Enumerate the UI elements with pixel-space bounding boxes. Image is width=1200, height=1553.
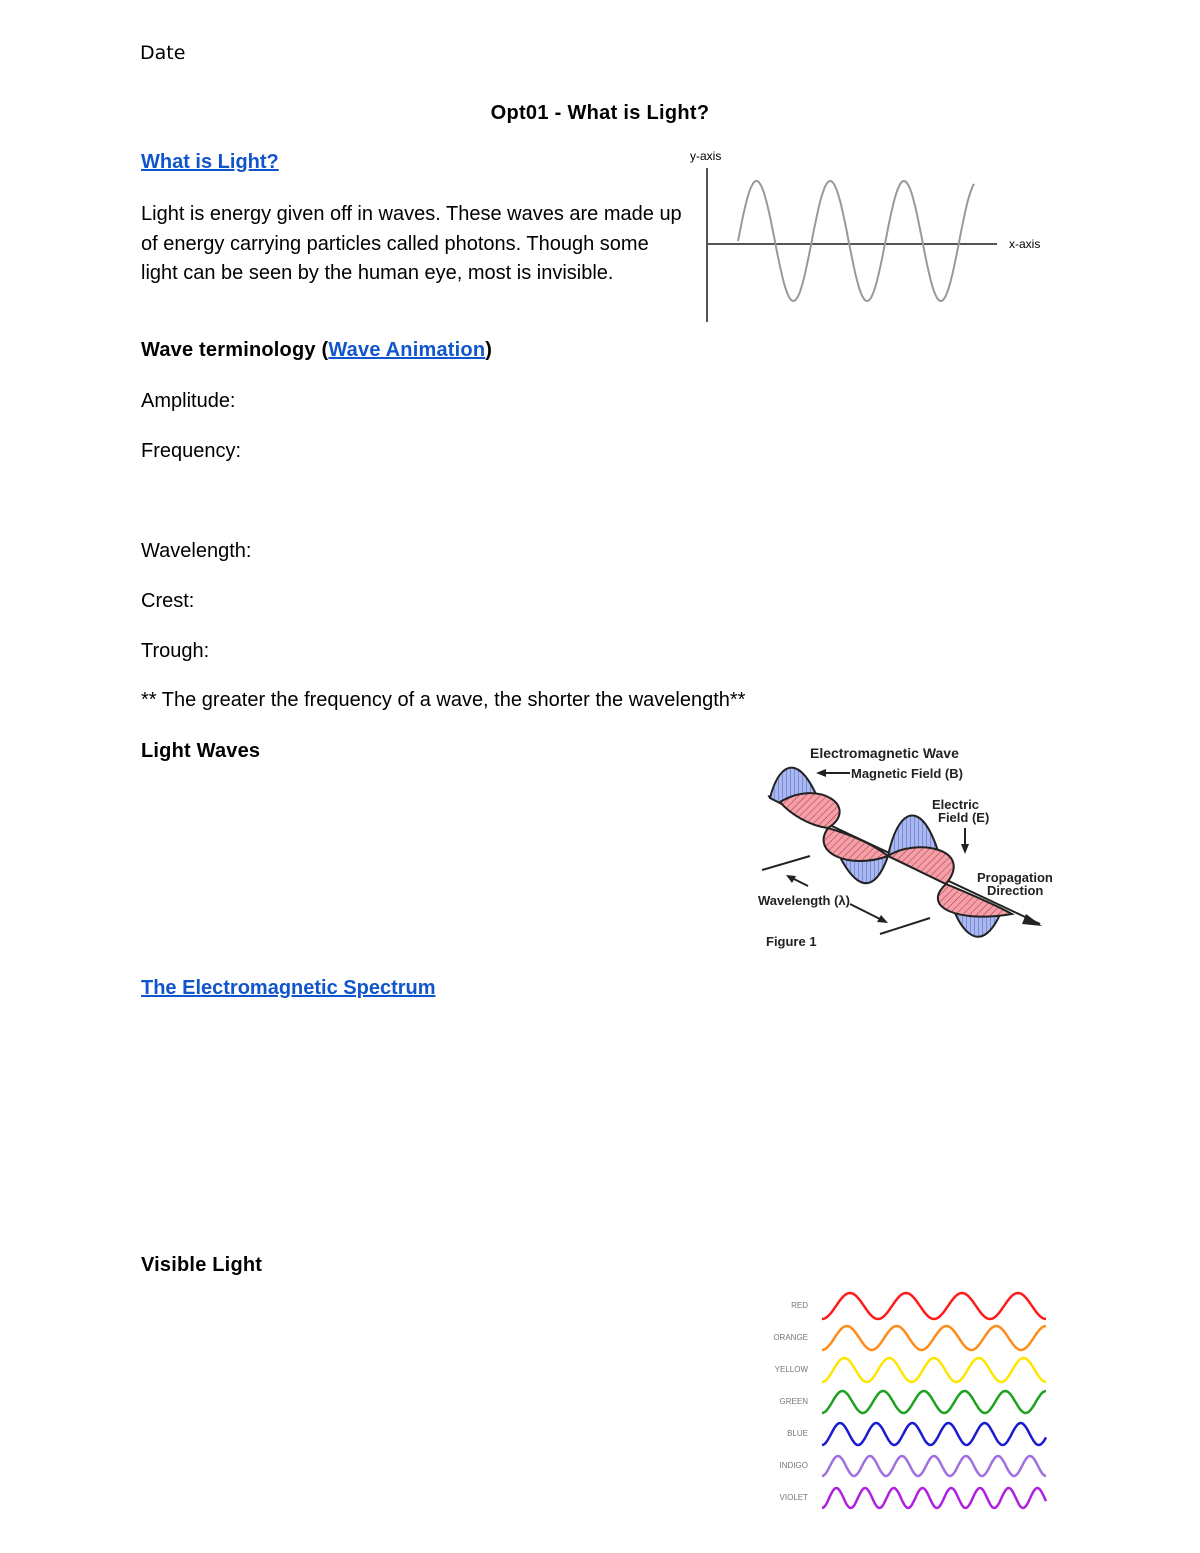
color-label-red: RED: [791, 1301, 808, 1310]
wave-yellow: [822, 1358, 1046, 1382]
wavelength-arrow-right: [850, 904, 882, 920]
term-frequency: Frequency:: [141, 440, 242, 462]
frequency-note: ** The greater the frequency of a wave, the shorter the wavelength**: [141, 689, 746, 711]
sine-wave-curve: [738, 181, 974, 301]
propagation-arrowhead: [1022, 914, 1042, 926]
electric-lobe-1: [780, 793, 840, 828]
color-label-yellow: YELLOW: [774, 1365, 808, 1374]
wave-terminology-prefix: Wave terminology (: [141, 339, 329, 361]
wave-violet: [822, 1488, 1046, 1508]
what-is-light-link[interactable]: What is Light?: [141, 151, 279, 173]
propagation-label-line1: Propagation: [977, 870, 1053, 885]
light-waves-heading: Light Waves: [141, 740, 261, 762]
em-title-label: Electromagnetic Wave: [810, 745, 959, 761]
electric-label-line2: Field (E): [938, 810, 990, 825]
wave-animation-link[interactable]: Wave Animation: [328, 339, 486, 361]
wave-terminology-heading: [141, 339, 492, 362]
color-label-violet: VIOLET: [779, 1493, 808, 1502]
magnetic-field-label: Magnetic Field (B): [851, 766, 963, 781]
electric-label-line1: Electric: [932, 797, 979, 812]
electric-lobe-3: [888, 847, 954, 884]
electric-pointer-arrowhead: [961, 844, 969, 854]
figure-caption: Figure 1: [766, 934, 817, 949]
wave-red: [822, 1293, 1046, 1319]
wave-indigo: [822, 1456, 1046, 1476]
term-crest: Crest:: [141, 590, 195, 612]
wave-orange: [822, 1326, 1046, 1350]
color-label-indigo: INDIGO: [779, 1461, 808, 1470]
electric-lobe-2: [824, 828, 888, 861]
magnetic-pointer-arrowhead: [816, 769, 826, 777]
page-title: Opt01 - What is Light?: [490, 102, 710, 124]
wave-green: [822, 1391, 1046, 1413]
date-label: Date: [140, 42, 186, 64]
wave-terminology-suffix: ): [485, 339, 493, 361]
x-axis-label: x-axis: [1009, 237, 1041, 251]
color-label-orange: ORANGE: [773, 1333, 808, 1342]
wavelength-arrow-left: [792, 878, 808, 886]
wavelength-bracket-left: [762, 856, 810, 870]
visible-light-figure: [760, 1268, 1060, 1513]
intro-paragraph: Light is energy given off in waves. These waves are made up of energy carrying particles called photons. Though some light can be seen by the human eye, most is invisible.: [141, 203, 682, 284]
term-amplitude: Amplitude:: [141, 390, 236, 412]
color-label-blue: BLUE: [787, 1429, 808, 1438]
y-axis-label: y-axis: [690, 149, 722, 163]
propagation-label-line2: Direction: [987, 883, 1044, 898]
term-trough: Trough:: [141, 640, 210, 662]
sine-wave-figure: [680, 140, 1060, 330]
wavelength-bracket-right: [880, 918, 930, 934]
em-spectrum-link[interactable]: The Electromagnetic Spectrum: [141, 977, 436, 999]
term-wavelength: Wavelength:: [141, 540, 252, 562]
wavelength-label: Wavelength (λ): [758, 893, 850, 908]
visible-light-heading: Visible Light: [141, 1254, 263, 1276]
wave-blue: [822, 1423, 1046, 1445]
em-wave-figure: [750, 738, 1065, 963]
color-label-green: GREEN: [779, 1397, 808, 1406]
